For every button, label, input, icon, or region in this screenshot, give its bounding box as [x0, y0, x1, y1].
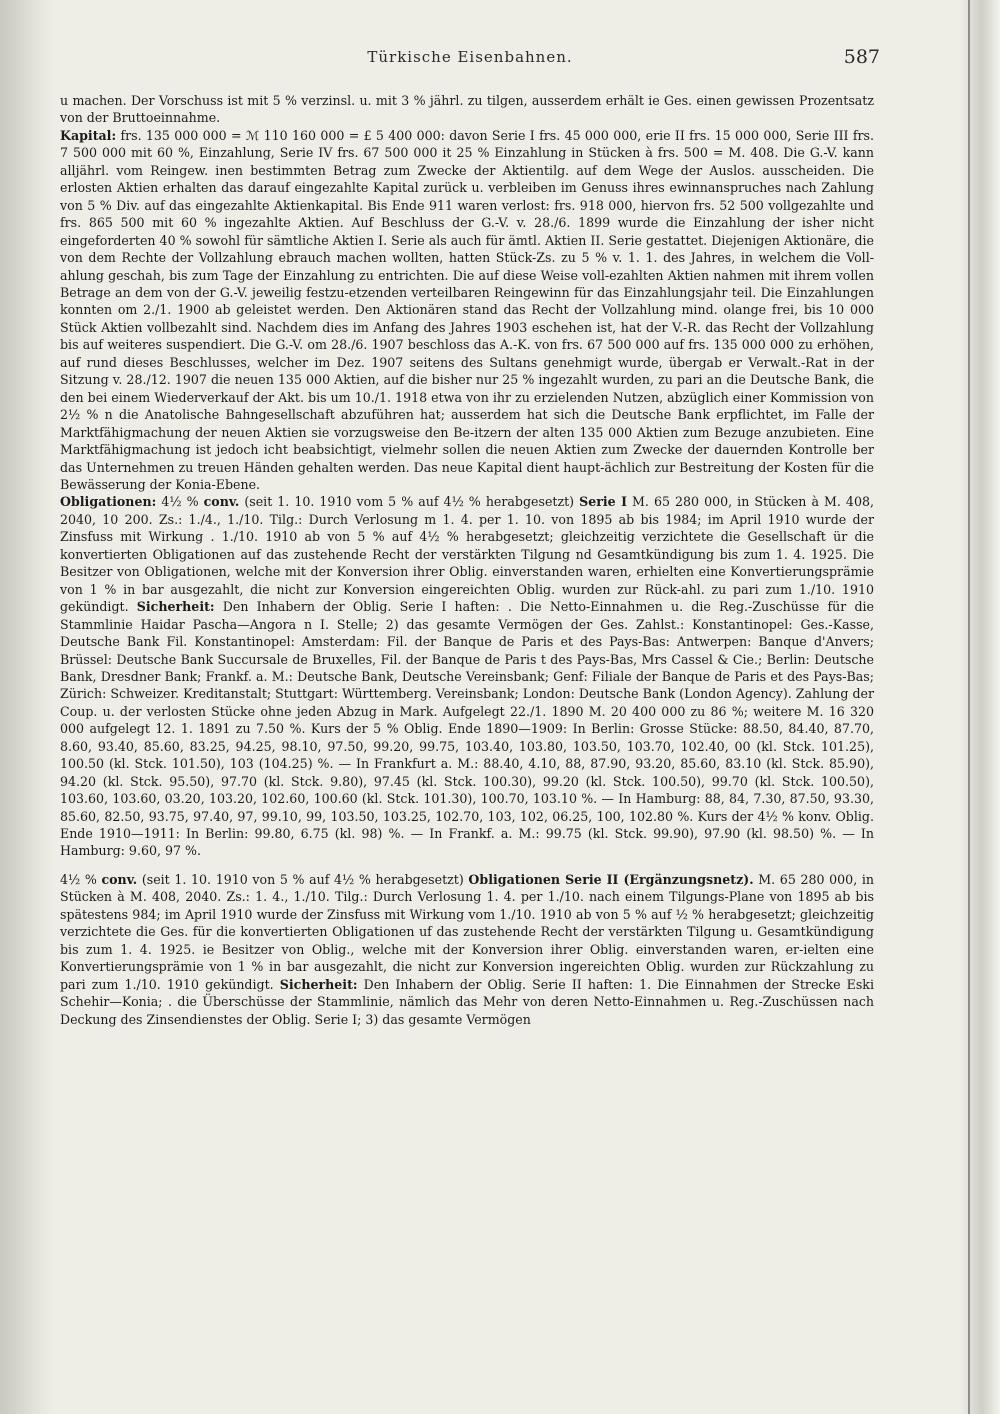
serie-2-text-b: M. 65 280 000, in Stücken à M. 408, 2040. Zs.: 1. 4., 1./10. Tilg.: Durch Verlosung 1. 4. per 1./10. nach einem Tilgungs-Plane von 1895 ab bis spätestens 984; im April 1910 wurde der Zinsfuss mit Wirkung vom 1./10. 1910 ab von 5 % auf ½ % herabgesetzt; gleichzeitig verzichtete die Ges. für die konvertierten Obligationen uf das zustehende Recht der verstärkten Tilgung u. Gesamtkündigung bis zum 1. 4. 1925. ie Besitzer von Oblig., welche mit der Konversion ihrer Oblig. einverstanden waren, er-ielten eine Konvertierungsprämie von 1 % in bar ausgezahlt, die nicht zur Konversion ingereichten Oblig. wurden zur Rückzahlung zu pari zum 1./10. 1910 gekündigt.: [60, 871, 874, 992]
serie-2-rate: 4½ %: [60, 871, 97, 887]
kapital-heading: Kapital:: [60, 127, 117, 143]
paragraph-obligationen-serie-1: [60, 493, 874, 860]
paragraph-kapital: [60, 127, 874, 494]
obligationen-text-a: (seit 1. 10. 1910 vom 5 % auf 4½ % herabgesetzt): [244, 494, 575, 510]
page-number: 587: [843, 46, 880, 68]
obligationen-serie-label: Serie I: [579, 494, 627, 510]
sicherheit-heading: Sicherheit:: [136, 599, 215, 615]
page-edge-right: [960, 0, 1000, 1414]
paragraph-obligationen-serie-2: [60, 871, 874, 1028]
serie-2-text-a: (seit 1. 10. 1910 von 5 % auf 4½ % herabgesetzt): [141, 871, 464, 887]
running-head: [60, 48, 880, 74]
page-edge-line: [968, 0, 970, 1414]
serie-2-conv: conv.: [101, 871, 138, 887]
page-gutter-shadow: [0, 0, 54, 1414]
obligationen-text-b: M. 65 280 000, in Stücken à M. 408, 2040, 10 200. Zs.: 1./4., 1./10. Tilg.: Durch Verlosung m 1. 4. per 1. 10. von 1895 ab bis 1984; im April 1910 wurde der Zinsfuss mit Wirkung . 1./10. 1910 ab von 5 % auf 4½ % herabgesetzt; gleichzeitig verzichtete die Gesellschaft ür die konvertierten Obligationen auf das zustehende Recht der verstärkten Tilgung nd Gesamtkündigung bis zum 1. 4. 1925. Die Besitzer von Obligationen, welche mit der Konversion ihrer Oblig. einverstanden waren, erhielten eine Konvertierungsprämie von 1 % in bar ausgezahlt, die nicht zur Konversion eingereichten Oblig. wurden zur Rück-ahl. zu pari zum 1./10. 1910 gekündigt.: [60, 494, 874, 615]
sicherheit-text: Den Inhabern der Oblig. Serie I haften: . Die Netto-Einnahmen u. die Reg.-Zuschüsse für die Stammlinie Haidar Pascha—Angora n I. Stelle; 2) das gesamte Vermögen der Ges. Zahlst.: Konstantinopel: Ges.-Kasse, Deutsche Bank Fil. Konstantinopel: Amsterdam: Fil. der Banque de Paris et des Pays-Bas: Antwerpen: Banque d'Anvers; Brüssel: Deutsche Bank Succursale de Bruxelles, Fil. der Banque de Paris t des Pays-Bas, Mrs Cassel & Cie.; Berlin: Deutsche Bank, Dresdner Bank; Frankf. a. M.: Deutsche Bank, Deutsche Vereinsbank; Genf: Filiale der Banque de Paris et des Pays-Bas; Zürich: Schweizer. Kreditanstalt; Stuttgart: Württemberg. Vereinsbank; London: Deutsche Bank (London Agency). Zahlung der Coup. u. der verlosten Stücke ohne jeden Abzug in Mark. Aufgelegt 22./1. 1890 M. 20 400 000 zu 86 %; weitere M. 16 320 000 aufgelegt 12. 1. 1891 zu 7.50 %. Kurs der 5 % Oblig. Ende 1890—1909: In Berlin: Grosse Stücke: 88.50, 84.40, 87.70, 8.60, 93.40, 85.60, 83.25, 94.25, 98.10, 97.50, 99.20, 99.75, 103.40, 103.80, 103.50, 103.70, 102.40, 00 (kl. Stck. 101.25), 100.50 (kl. Stck. 101.50), 103 (104.25) %. — In Frankfurt a. M.: 88.40, 4.10, 88, 87.90, 93.20, 85.60, 83.10 (kl. Stck. 85.90), 94.20 (kl. Stck. 95.50), 97.70 (kl. Stck. 9.80), 97.45 (kl. Stck. 100.30), 99.20 (kl. Stck. 100.50), 99.70 (kl. Stck. 100.50), 103.60, 103.60, 03.20, 103.20, 102.60, 100.60 (kl. Stck. 101.30), 100.70, 103.10 %. — In Hamburg: 88, 84, 7.30, 87.50, 93.30, 85.60, 82.50, 93.75, 97.40, 97, 99.10, 99, 103.50, 103.25, 102.70, 103, 102, 06.25, 100, 102.80 %. Kurs der 4½ % konv. Oblig. Ende 1910—1911: In Berlin: 99.80, 6.75 (kl. 98) %. — In Frankf. a. M.: 99.75 (kl. Stck. 99.90), 97.90 (kl. 98.50) %. — In Hamburg: 9.60, 97 %.: [60, 599, 874, 859]
serie-2-sicherheit-text: Den Inhabern der Oblig. Serie II haften: 1. Die Einnahmen der Strecke Eski Schehir—Konia; . die Überschüsse der Stammlinie, nämlich das Mehr von deren Netto-Einnahmen u. Reg.-Zuschüssen nach Deckung des Zinsendienstes der Oblig. Serie I; 3) das gesamte Vermögen: [60, 976, 874, 1027]
running-head-title: Türkische Eisenbahnen.: [367, 48, 573, 66]
paragraph-vorschuss: [60, 92, 874, 127]
obligationen-conv: conv.: [203, 494, 240, 510]
page-body: [60, 92, 874, 1028]
paragraph-vorschuss-text: u machen. Der Vorschuss ist mit 5 % verzinsl. u. mit 3 % jährl. zu tilgen, ausserdem erhält ie Ges. einen gewissen Prozentsatz von der Bruttoeinnahme.: [60, 93, 874, 126]
obligationen-heading: Obligationen:: [60, 494, 157, 510]
serie-2-sicherheit-heading: Sicherheit:: [279, 976, 358, 992]
kapital-text: frs. 135 000 000 = ℳ 110 160 000 = £ 5 400 000: davon Serie I frs. 45 000 000, erie II frs. 15 000 000, Serie III frs. 7 500 000 mit 60 %, Einzahlung, Serie IV frs. 67 500 000 it 25 % Einzahlung in Stücken à frs. 500 = M. 408. Die G.-V. kann alljährl. vom Reingew. inen bestimmten Betrag zum Zwecke der Aktientilg. auf dem Wege der Auslos. ausscheiden. Die erlosten Aktien erhalten das darauf eingezahlte Kapital zurück u. verbleiben im Genuss ihres ewinnanspruches nach Zahlung von 5 % Div. auf das eingezahlte Aktienkapital. Bis Ende 911 waren verlost: frs. 918 000, hiervon frs. 52 500 vollgezahlte und frs. 865 500 mit 60 % ingezahlte Aktien. Auf Beschluss der G.-V. v. 28./6. 1899 wurde die Einzahlung der isher nicht eingeforderten 40 % sowohl für sämtliche Aktien I. Serie als auch für ämtl. Aktien II. Serie gestattet. Diejenigen Aktionäre, die von dem Rechte der Vollzahlung ebrauch machen wollten, hatten Stück-Zs. zu 5 % v. 1. 1. des Jahres, in welchem die Voll-ahlung geschah, bis zum Tage der Einzahlung zu entrichten. Die auf diese Weise voll-ezahlten Aktien nahmen mit ihrem vollen Betrage an dem von der G.-V. jeweilig festzu-etzenden verteilbaren Reingewinn für das Einzahlungsjahr teil. Die Einzahlungen konnten om 2./1. 1900 ab geleistet werden. Den Aktionären stand das Recht der Vollzahlung mind. olange frei, bis 10 000 Stück Aktien vollbezahlt sind. Nachdem dies im Anfang des Jahres 1903 eschehen ist, hat der V.-R. das Recht der Vollzahlung bis auf weiteres suspendiert. Die G.-V. om 28./6. 1907 beschloss das A.-K. von frs. 67 500 000 auf frs. 135 000 000 zu erhöhen, auf rund dieses Beschlusses, welcher im Dez. 1907 seitens des Sultans genehmigt wurde, übergab er Verwalt.-Rat in der Sitzung v. 28./12. 1907 die neuen 135 000 Aktien, auf die bisher nur 25 % ingezahlt wurden, zu pari an die Deutsche Bank, die den bei einem Wiederverkauf der Akt. bis um 10./1. 1918 etwa von ihr zu erzielenden Nutzen, abzüglich einer Kommission von 2½ % n die Anatolische Bahngesellschaft abzuführen hat; ausserdem hat sich die Deutsche Bank erpflichtet, im Falle der Marktfähigmachung der neuen Aktien sie vorzugsweise den Be-itzern der alten 135 000 Aktien zum Bezuge anzubieten. Eine Marktfähigmachung ist jedoch icht beabsichtigt, vielmehr sollen die neuen Aktien zum Zwecke der dauernden Kontrolle ber das Unternehmen zu treuen Händen gehalten werden. Das neue Kapital dient haupt-ächlich zur Bestreitung der Kosten für die Bewässerung der Konia-Ebene.: [60, 127, 874, 492]
obligationen-rate: 4½ %: [161, 494, 199, 510]
serie-2-heading: Obligationen Serie II (Ergänzungsnetz).: [468, 871, 754, 887]
